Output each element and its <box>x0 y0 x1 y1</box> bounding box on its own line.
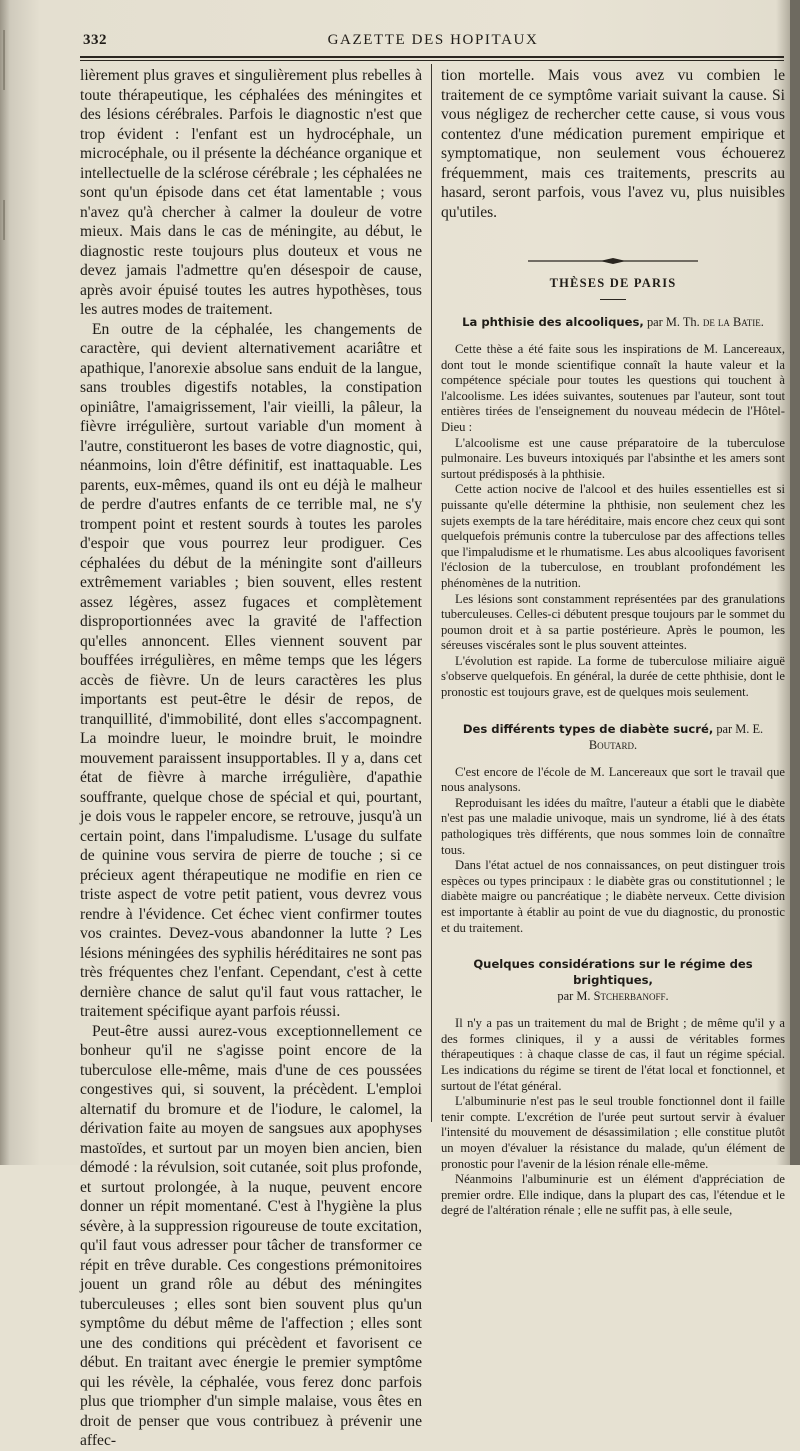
article-heading <box>441 314 785 330</box>
paragraph: Reproduisant les idées du maître, l'auteur a établi que le diabète n'est pas une maladie univoque, mais un syndrome, lié à des états pathologiques très différents, que nous sommes loin de connaître tous. <box>441 795 785 857</box>
title-underline <box>600 299 626 300</box>
paragraph: lièrement plus graves et singulièrement plus rebelles à toute thérapeutique, les céphalées des méningites et des lésions cérébrales. Parfois le diagnostic n'est que trop évident : l'enfant est un hydrocéphale, un microcéphale, ou il présente la déchéance organique et intellectuelle de la sclérose cérébrale ; les céphalées ne sont qu'un épisode dans cet état lamentable ; vous n'avez qu'à chercher à calmer la douleur de votre mieux. Mais dans le cas de méningite, au début, le diagnostic reste toujours plus douteux et vous ne devez jamais l'admettre qu'en désespoir de cause, après avoir épuisé toutes les autres hypothèses, tous les autres modes de traitement. <box>80 67 423 318</box>
paragraph: L'évolution est rapide. La forme de tuberculose miliaire aiguë s'observe quelquefois. En général, la durée de cette phthisie, dont le pronostic est toujours grave, est de quelques mois seulement. <box>441 653 785 700</box>
paragraph: L'alcoolisme est une cause préparatoire de la tuberculose pulmonaire. Les buveurs intoxiqués par l'absinthe et les amers sont surtout prédisposés à la phthisie. <box>441 435 785 481</box>
paragraph: Il n'y a pas un traitement du mal de Bright ; de même qu'il y a des formes cliniques, il y a aussi de véritables formes thérapeutiques : à chaque classe de cas, il faut un régime spécial. Les indications du régime se tirent de l'état local et fonctionnel, et surtout de l'état général. <box>441 1016 785 1093</box>
section-title: THÈSES DE PARIS <box>549 276 677 290</box>
page-number: 332 <box>83 32 107 48</box>
article-body <box>441 342 785 701</box>
ornament-divider <box>528 256 698 266</box>
article-title: La phthisie des alcooliques, <box>462 315 644 329</box>
paragraph: Dans l'état actuel de nos connaissances, on peut distinguer trois espèces ou types principaux : le diabète gras ou constitutionnel ; le diabète maigre ou pancréatique ; le diabète nerveux. Cette division est importante à établir au point de vue du diagnostic, du pronostic et du traitement. <box>441 858 785 935</box>
right-column <box>441 66 785 1218</box>
article-body <box>441 1016 785 1219</box>
article-author: Boutard. <box>588 737 638 752</box>
paragraph: Cette action nocive de l'alcool et des huiles essentielles est si puissante qu'elle détermine la phthisie, non seulement chez les sujets exempts de la tare héréditaire, mais encore chez ceux qui sont quelquefois prémunis contre la tuberculose par des affections telles que l'impaludisme et le rhumatisme. Les abus alcooliques favorisent l'éclosion de la tuberculose, en troublant profondément les phénomènes de la nutrition. <box>441 482 785 590</box>
article-author-prefix: par M. <box>557 989 591 1004</box>
article-author: Stcherbanoff. <box>593 989 669 1004</box>
header-rule <box>80 56 784 61</box>
article-author-prefix: par M. Th. <box>646 315 700 329</box>
article-title: Des différents types de diabète sucré, <box>462 721 714 736</box>
article-title: Quelques considérations sur le régime des brightiques, <box>473 957 753 988</box>
paragraph: Peut-être aussi aurez-vous exceptionnellement ce bonheur qu'il ne s'agisse point encore de la tuberculose elle-même, mais d'une de ces poussées congestives qui, si souvent, la précèdent. L'emploi alternatif du bromure et de l'iodure, le calomel, la dérivation faite au moyen de sangsues aux apophyses mastoïdes, et surtout par un moyen bien ancien, bien démodé : la révulsion, soit cutanée, soit plus profonde, et surtout prolongée, à la nuque, peuvent encore donner un répit momentané. C'est à l'hygiène la plus sévère, à la suppression rigoureuse de toute excitation, qu'il faut vous adresser pour tâcher de transformer ce répit en trêve durable. Ces congestions prémonitoires jouent un grand rôle au début des méningites tuberculeuses ; elles sont bien souvent plus qu'un symptôme du début même de l'affection ; elles sont une des conditions qui précèdent et favorisent ce début. En traitant avec énergie le premier symptôme qui les révèle, la céphalée, vous ferez donc parfois plus que triompher d'un simple malaise, vous êtes en droit de penser que vous contribuez à prévenir une affec- <box>80 1022 422 1449</box>
page-header <box>80 30 786 54</box>
continued-paragraph: tion mortelle. Mais vous avez vu combien le traitement de ce symptôme variait suivant la cause. Si vous négligez de rechercher cette cause, si vous vous contentez d'une médication purement empirique et symptomatique, non seulement vous échouerez fréquemment, mais ces traitements, prescrits au hasard, seront parfois, vous l'avez vu, plus nuisibles qu'utiles. <box>441 67 785 221</box>
article-author-prefix: par M. E. <box>716 721 764 736</box>
article-body <box>441 765 785 937</box>
paragraph: Les lésions sont constamment représentées par des granulations tuberculeuses. Celles-ci débutent presque toujours par le sommet du poumon droit et à sa partie postérieure. Après le poumon, les séreuses viscérales sont le plus souvent atteintes. <box>441 591 785 653</box>
paragraph: En outre de la céphalée, les changements de caractère, qui devient alternativement acariâtre et apathique, l'anorexie absolue sans enduit de la langue, sans troubles digestifs notables, la constipation opiniâtre, l'amaigrissement, l'air vieilli, la pâleur, la fièvre irrégulière, surtout variable d'un moment à l'autre, constitueront les bases de votre diagnostic, qui, néanmoins, loin d'être définitif, est inattaquable. Les parents, eux-mêmes, quand ils ont eu déjà le malheur de perdre d'autres enfants de ce terrible mal, ne s'y trompent point et restent sourds à toutes les paroles d'espoir que vous pourrez leur prodiguer. Ces céphalées du début de la méningite sont d'ailleurs extrêmement variables ; bien souvent, elles restent assez légères, assez fugaces et complètement disproportionnées avec la gravité de l'affection qu'elles annoncent. Elles viennent souvent par bouffées irrégulières, en même temps que les légers accès de fièvre. Un de leurs caractères les plus importants est peut-être le désir de repos, de tranquillité, d'immobilité, dont elles s'accompagnent. La moindre lueur, le moindre bruit, le moindre mouvement paraissent insupportables. Il y a, dans cet état de fièvre à marche irrégulière, d'apathie souffrante, quelque chose de spécial et qui, pourtant, je dois vous le rappeler encore, se retrouve, jusqu'à un certain point, dans l'impaludisme. L'usage du sulfate de quinine vous servira de pierre de touche ; si ce précieux agent thérapeutique ne modifie en rien ce triste aspect de votre petit patient, vous devrez vous rendre à l'évidence. Cet échec vient confirmer toutes vos craintes. Devez-vous abandonner la lutte ? Les lésions méningées des syphilis héréditaires ne sont pas très fréquentes chez l'enfant. Cependant, c'est à cette dernière chance de salut qu'il faut vous rattacher, le traitement spécifique ayant parfois réussi. <box>80 320 422 1020</box>
paragraph: L'albuminurie n'est pas le seul trouble fonctionnel dont il faille tenir compte. L'excrétion de l'urée peut surtout servir à évaluer l'intensité du mouvement de désassimilation ; elle constitue plutôt un moyen d'évaluer la résistance du malade, qu'un élément de pronostic pour l'avenir de la lésion rénale elle-même. <box>441 1094 785 1171</box>
paragraph: Cette thèse a été faite sous les inspirations de M. Lancereaux, dont tout le monde scientifique connaît la haute valeur et la compétence spéciale pour toutes les questions qui touchent à l'alcoolisme. Les idées suivantes, soutenues par l'auteur, sont tout entières tirées de l'enseignement du nouveau médecin de l'Hôtel-Dieu : <box>441 342 785 434</box>
paragraph: Néanmoins l'albuminurie est un élément d'appréciation de premier ordre. Elle indique, dans la plupart des cas, l'étendue et le degré de l'altération rénale ; elle ne suffit pas, à elle seule, <box>441 1172 785 1218</box>
article-heading <box>441 721 785 753</box>
journal-title: GAZETTE DES HOPITAUX <box>327 32 539 48</box>
column-divider <box>431 64 432 1122</box>
article-heading <box>441 956 785 1004</box>
left-column <box>80 66 423 1449</box>
paragraph: C'est encore de l'école de M. Lancereaux que sort le travail que nous analysons. <box>441 764 785 795</box>
article-author: de la Batie. <box>702 315 764 329</box>
